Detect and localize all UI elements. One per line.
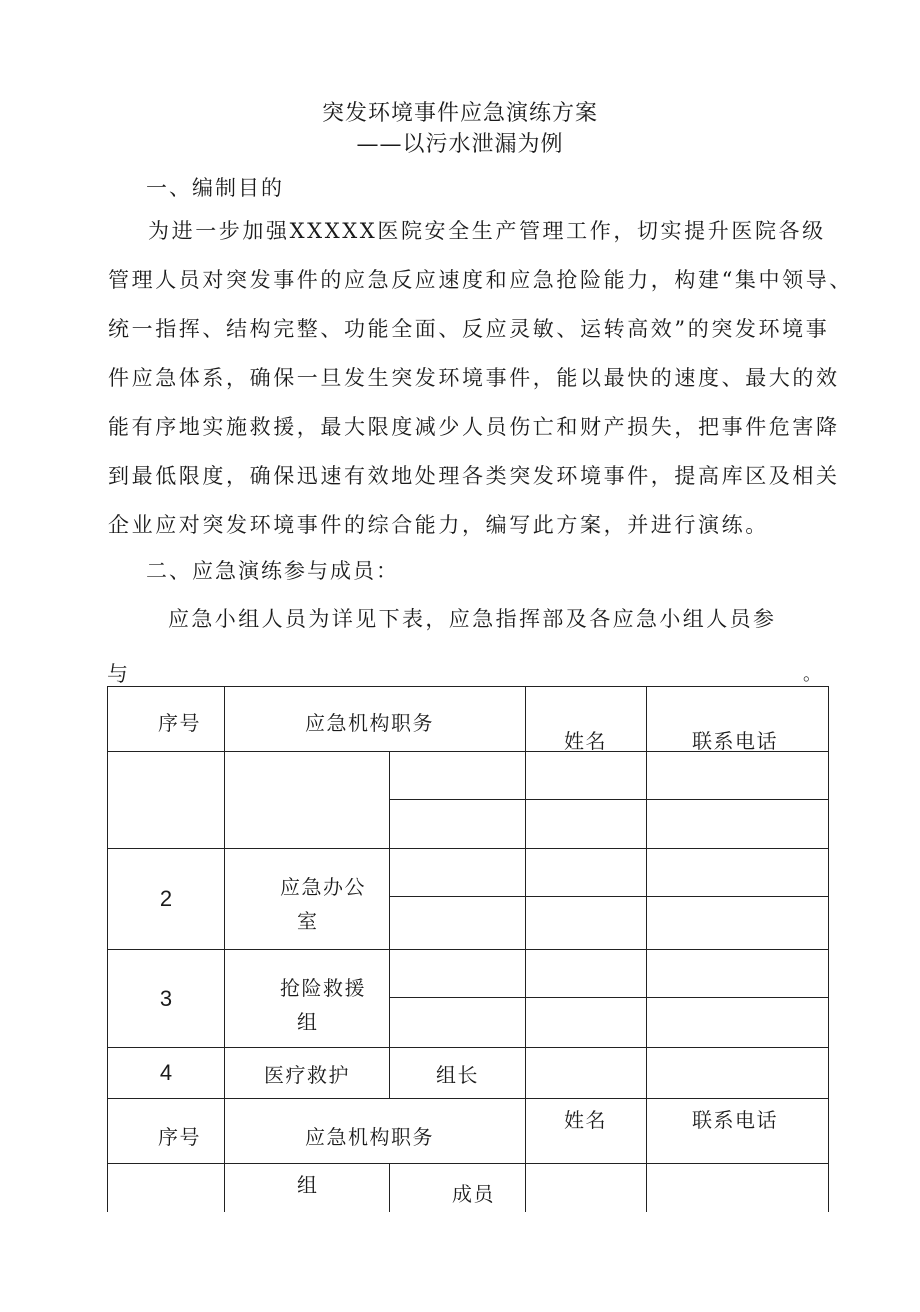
row-org-cell	[225, 849, 390, 950]
header-name: 姓名	[564, 729, 607, 753]
header-no: 序号	[158, 711, 201, 735]
row-org-line1: 抢险救援	[280, 976, 366, 1000]
row-name-cell	[526, 950, 647, 998]
row-phone-cell	[647, 849, 829, 897]
row-org: 组	[297, 1173, 319, 1197]
row-role: 成员	[452, 1182, 495, 1206]
row-no-cell	[108, 1048, 225, 1099]
row-role-cell	[390, 897, 526, 950]
paragraph-line: 统一指挥、结构完整、功能全面、反应灵敏、运转高效”的突发环境事	[108, 317, 830, 341]
row-name-cell	[526, 897, 647, 950]
row-name-cell	[526, 998, 647, 1048]
row-role-cell	[390, 950, 526, 998]
paragraph-line: 能有序地实施救援，最大限度减少人员伤亡和财产损失，把事件危害降	[108, 415, 840, 439]
row-no: 4	[159, 1060, 173, 1085]
row-org-cell	[225, 752, 390, 849]
table-row	[108, 849, 829, 897]
header-name: 姓名	[564, 1108, 607, 1132]
header-org-cell	[225, 687, 526, 752]
row-role-cell	[390, 800, 526, 849]
row-role-cell	[390, 998, 526, 1048]
row-org-line1: 应急办公	[280, 875, 366, 899]
header-phone-cell	[647, 687, 829, 752]
row-phone-cell	[647, 752, 829, 800]
row-name-cell	[526, 1048, 647, 1099]
paragraph-line: 为进一步加强XXXXX医院安全生产管理工作，切实提升医院各级	[148, 219, 826, 243]
header-org-cell	[225, 1099, 526, 1164]
header-org: 应急机构职务	[305, 1125, 434, 1149]
row-no-cell	[108, 849, 225, 950]
section2-lead: 应急小组人员为详见下表，应急指挥部及各应急小组人员参	[168, 607, 777, 631]
paragraph-line: 管理人员对突发事件的应急反应速度和应急抢险能力，构建“集中领导、	[108, 268, 853, 292]
document-subtitle: ——以污水泄漏为例	[356, 132, 564, 157]
header-phone-cell	[647, 1099, 829, 1164]
section2-lead-cont: 与	[107, 662, 128, 686]
document-title: 突发环境事件应急演练方案	[321, 101, 598, 126]
row-role-cell	[390, 849, 526, 897]
header-org: 应急机构职务	[305, 711, 434, 735]
row-no-cell	[108, 950, 225, 1048]
row-role-cell	[390, 752, 526, 800]
row-role: 组长	[436, 1062, 479, 1087]
row-org: 医疗救护	[264, 1062, 350, 1087]
paragraph-line: 到最低限度，确保迅速有效地处理各类突发环境事件，提高库区及相关	[108, 464, 840, 488]
page-crop-mask	[100, 1212, 840, 1312]
section2-heading: 二、应急演练参与成员：	[146, 559, 399, 583]
section1-paragraph	[108, 207, 853, 550]
row-phone-cell	[647, 897, 829, 950]
table-header-row	[108, 1099, 829, 1164]
header-phone: 联系电话	[692, 729, 778, 753]
row-name-cell	[526, 849, 647, 897]
row-no-cell	[108, 752, 225, 849]
row-phone-cell	[647, 950, 829, 998]
section2-lead-end: 。	[803, 664, 821, 685]
row-no: 3	[159, 985, 173, 1011]
members-table	[107, 686, 829, 1244]
header-name-cell	[526, 1099, 647, 1164]
row-name-cell	[526, 752, 647, 800]
row-org-cell	[225, 950, 390, 1048]
row-no: 2	[159, 886, 173, 911]
header-name-cell	[526, 687, 647, 752]
row-org-cell	[225, 1048, 390, 1099]
row-name-cell	[526, 800, 647, 849]
table-header-row	[108, 687, 829, 752]
paragraph-line: 件应急体系，确保一旦发生突发环境事件，能以最快的速度、最大的效	[108, 366, 840, 390]
row-phone-cell	[647, 800, 829, 849]
table-row	[108, 950, 829, 998]
row-org-line2: 组	[297, 1010, 319, 1034]
table-row	[108, 752, 829, 800]
row-phone-cell	[647, 998, 829, 1048]
section1-heading: 一、编制目的	[146, 176, 284, 200]
row-phone-cell	[647, 1048, 829, 1099]
table-row	[108, 1048, 829, 1099]
row-org-line2: 室	[297, 909, 319, 933]
header-no-cell	[108, 687, 225, 752]
header-no-cell	[108, 1099, 225, 1164]
paragraph-line: 企业应对突发环境事件的综合能力，编写此方案，并进行演练。	[108, 513, 769, 537]
header-phone: 联系电话	[692, 1108, 778, 1132]
row-role-cell	[390, 1048, 526, 1099]
header-no: 序号	[158, 1125, 201, 1149]
